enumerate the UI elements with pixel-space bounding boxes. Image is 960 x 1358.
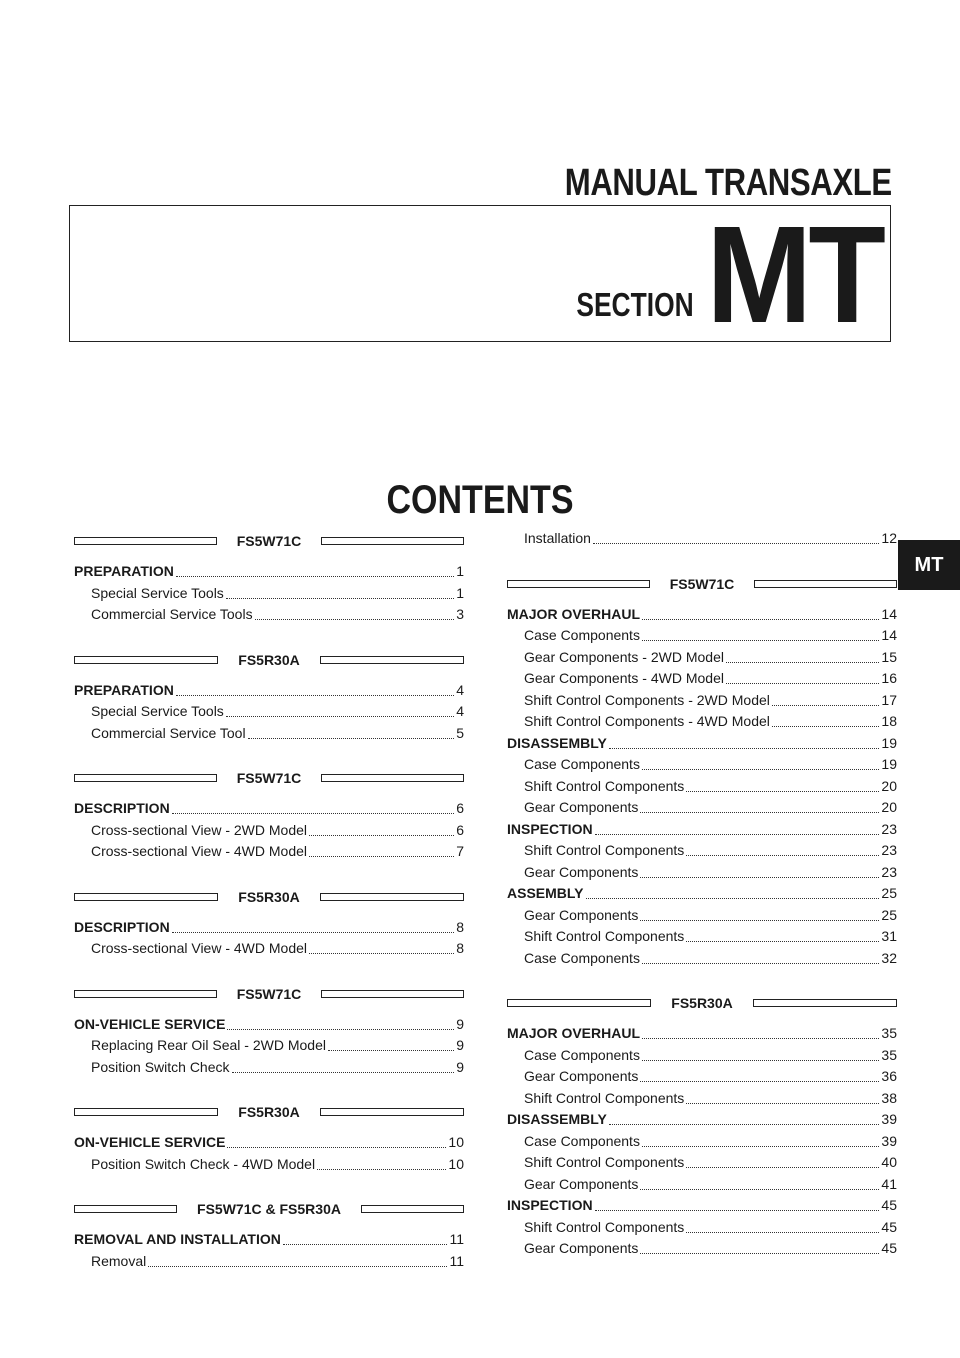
dot-leader bbox=[686, 1167, 879, 1168]
entry-page-number: 11 bbox=[449, 1231, 464, 1247]
entry-page-number: 32 bbox=[881, 949, 897, 966]
toc-entry[interactable] bbox=[507, 530, 897, 552]
entry-title: Shift Control Components bbox=[524, 1089, 685, 1106]
header-rule bbox=[74, 893, 218, 901]
entry-page-number: 35 bbox=[881, 1046, 897, 1063]
entry-page-number: 38 bbox=[881, 1089, 897, 1106]
dot-leader bbox=[176, 695, 454, 696]
header-rule bbox=[320, 893, 464, 901]
toc-entry[interactable] bbox=[507, 627, 897, 649]
dot-leader bbox=[593, 543, 879, 544]
entry-title: Gear Components bbox=[524, 799, 639, 815]
entry-title: Case Components bbox=[524, 949, 640, 966]
header-rule bbox=[507, 999, 651, 1007]
section-code: MT bbox=[706, 198, 882, 352]
entry-page-number: 10 bbox=[448, 1134, 464, 1150]
dot-leader bbox=[642, 1146, 879, 1147]
dot-leader bbox=[642, 963, 879, 964]
dot-leader bbox=[686, 855, 879, 856]
entry-title: ASSEMBLY bbox=[507, 885, 584, 901]
dot-leader bbox=[232, 1072, 455, 1073]
entry-title: Cross-sectional View - 2WD Model bbox=[91, 821, 308, 838]
entry-page-number: 8 bbox=[456, 940, 464, 956]
dot-leader bbox=[309, 835, 454, 836]
entry-page-number: 18 bbox=[881, 713, 897, 729]
entry-page-number: 45 bbox=[881, 1218, 897, 1235]
dot-leader bbox=[686, 791, 879, 792]
entry-page-number: 23 bbox=[881, 863, 897, 880]
toc-entry[interactable] bbox=[507, 1047, 897, 1069]
entry-page-number: 31 bbox=[881, 928, 897, 944]
dot-leader bbox=[176, 576, 454, 577]
entry-title: DESCRIPTION bbox=[74, 800, 170, 816]
group-header bbox=[74, 886, 464, 908]
toc-entry[interactable] bbox=[507, 1154, 897, 1176]
toc-entry[interactable] bbox=[507, 842, 897, 864]
toc-entry[interactable] bbox=[74, 606, 464, 628]
entry-title: Special Service Tools bbox=[91, 703, 224, 719]
entry-title: ON-VEHICLE SERVICE bbox=[74, 1134, 226, 1150]
group-header-label: FS5R30A bbox=[238, 651, 300, 668]
header-rule bbox=[74, 990, 217, 998]
header-rule bbox=[74, 537, 217, 545]
group-header-label: FS5R30A bbox=[671, 995, 733, 1011]
entry-page-number: 25 bbox=[881, 906, 897, 923]
entry-title: Commercial Service Tools bbox=[91, 606, 253, 622]
entry-title: PREPARATION bbox=[74, 563, 174, 579]
dot-leader bbox=[172, 932, 455, 933]
entry-page-number: 9 bbox=[456, 1037, 464, 1053]
entry-title: Removal bbox=[91, 1252, 147, 1269]
entry-title: Gear Components bbox=[524, 1068, 639, 1084]
header-rule bbox=[754, 580, 897, 588]
dot-leader bbox=[642, 1038, 879, 1039]
entry-page-number: 8 bbox=[456, 918, 464, 935]
entry-page-number: 19 bbox=[881, 756, 897, 772]
toc-chapter-entry[interactable] bbox=[74, 1134, 464, 1156]
entry-title: Case Components bbox=[524, 1046, 640, 1063]
entry-page-number: 6 bbox=[456, 800, 464, 816]
toc-entry[interactable] bbox=[74, 1156, 464, 1178]
dot-leader bbox=[642, 1060, 879, 1061]
entry-page-number: 20 bbox=[881, 777, 897, 794]
entry-page-number: 39 bbox=[881, 1132, 897, 1149]
toc-entry[interactable] bbox=[507, 950, 897, 972]
entry-title: Shift Control Components bbox=[524, 1218, 685, 1235]
entry-title: Gear Components bbox=[524, 1240, 639, 1256]
dot-leader bbox=[640, 877, 879, 878]
dot-leader bbox=[726, 683, 879, 684]
entry-page-number: 9 bbox=[456, 1015, 464, 1032]
toc-entry[interactable] bbox=[507, 756, 897, 778]
entry-page-number: 9 bbox=[456, 1058, 464, 1075]
dot-leader bbox=[642, 769, 879, 770]
entry-title: DISASSEMBLY bbox=[507, 734, 607, 751]
toc-entry[interactable] bbox=[507, 799, 897, 821]
toc-chapter-entry[interactable] bbox=[74, 1016, 464, 1038]
toc-entry[interactable] bbox=[507, 907, 897, 929]
entry-page-number: 23 bbox=[881, 842, 897, 858]
dot-leader bbox=[640, 1189, 879, 1190]
entry-title: Cross-sectional View - 4WD Model bbox=[91, 940, 308, 956]
dot-leader bbox=[227, 1147, 446, 1148]
toc-chapter-entry[interactable] bbox=[507, 735, 897, 757]
entry-title: Gear Components - 2WD Model bbox=[524, 648, 724, 665]
toc-left-column bbox=[74, 530, 464, 1274]
dot-leader bbox=[309, 856, 454, 857]
dot-leader bbox=[595, 834, 880, 835]
toc-chapter-entry[interactable] bbox=[507, 1197, 897, 1219]
toc-entry[interactable] bbox=[74, 725, 464, 747]
dot-leader bbox=[283, 1244, 448, 1245]
entry-title: INSPECTION bbox=[507, 1197, 593, 1213]
entry-title: Gear Components - 4WD Model bbox=[524, 670, 724, 686]
entry-title: Case Components bbox=[524, 627, 640, 643]
header-rule bbox=[753, 999, 897, 1007]
dot-leader bbox=[640, 920, 879, 921]
group-header-label: FS5W71C bbox=[236, 770, 302, 786]
entry-title: ON-VEHICLE SERVICE bbox=[74, 1015, 226, 1032]
toc-entry[interactable] bbox=[507, 1176, 897, 1198]
entry-page-number: 19 bbox=[881, 734, 897, 751]
toc-entry[interactable] bbox=[507, 1068, 897, 1090]
entry-page-number: 4 bbox=[456, 681, 464, 698]
dot-leader bbox=[595, 1210, 880, 1211]
dot-leader bbox=[640, 1081, 879, 1082]
dot-leader bbox=[172, 813, 455, 814]
section-side-tab[interactable]: MT bbox=[898, 540, 960, 590]
group-header-label: FS5W71C bbox=[236, 533, 302, 549]
header-rule bbox=[320, 656, 464, 664]
entry-title: Replacing Rear Oil Seal - 2WD Model bbox=[91, 1037, 326, 1053]
header-rule bbox=[507, 580, 650, 588]
dot-leader bbox=[227, 1029, 454, 1030]
toc-chapter-entry[interactable] bbox=[507, 821, 897, 843]
dot-leader bbox=[640, 812, 879, 813]
header-rule bbox=[320, 1108, 464, 1116]
dot-leader bbox=[642, 640, 879, 641]
header-rule bbox=[361, 1205, 464, 1213]
toc-entry[interactable] bbox=[74, 1253, 464, 1275]
toc-chapter-entry[interactable] bbox=[74, 800, 464, 822]
toc-entry[interactable] bbox=[507, 692, 897, 714]
entry-title: Shift Control Components bbox=[524, 928, 685, 944]
entry-title: Installation bbox=[524, 530, 591, 546]
entry-page-number: 39 bbox=[881, 1111, 897, 1127]
toc-entry[interactable] bbox=[74, 940, 464, 962]
entry-page-number: 4 bbox=[456, 703, 464, 719]
toc-entry[interactable] bbox=[507, 649, 897, 671]
toc-entry[interactable] bbox=[74, 822, 464, 844]
group-header-label: FS5W71C bbox=[236, 985, 302, 1002]
dot-leader bbox=[686, 941, 879, 942]
dot-leader bbox=[255, 619, 455, 620]
entry-page-number: 1 bbox=[456, 584, 464, 601]
group-header bbox=[74, 530, 464, 552]
toc-entry[interactable] bbox=[507, 1240, 897, 1262]
entry-title: INSPECTION bbox=[507, 820, 593, 837]
entry-title: DISASSEMBLY bbox=[507, 1111, 607, 1127]
dot-leader bbox=[772, 705, 880, 706]
document-title: MANUAL TRANSAXLE bbox=[565, 162, 892, 204]
toc-chapter-entry[interactable] bbox=[74, 919, 464, 941]
entry-title: Position Switch Check bbox=[91, 1058, 230, 1075]
entry-title: DESCRIPTION bbox=[74, 918, 170, 935]
entry-title: Cross-sectional View - 4WD Model bbox=[91, 843, 308, 859]
toc-entry[interactable] bbox=[507, 928, 897, 950]
dot-leader bbox=[726, 662, 879, 663]
group-header bbox=[74, 1198, 464, 1220]
dot-leader bbox=[686, 1232, 879, 1233]
toc-entry[interactable] bbox=[74, 703, 464, 725]
entry-page-number: 41 bbox=[881, 1175, 897, 1192]
toc-entry[interactable] bbox=[74, 1059, 464, 1081]
header-rule bbox=[74, 656, 218, 664]
group-header-label: FS5W71C bbox=[669, 575, 735, 592]
dot-leader bbox=[248, 738, 455, 739]
header-rule bbox=[321, 774, 464, 782]
toc-chapter-entry[interactable] bbox=[74, 1231, 464, 1253]
header-rule bbox=[74, 1205, 177, 1213]
toc-entry[interactable] bbox=[74, 1037, 464, 1059]
entry-page-number: 12 bbox=[881, 530, 897, 546]
toc-chapter-entry[interactable] bbox=[507, 885, 897, 907]
entry-page-number: 3 bbox=[456, 606, 464, 622]
header-rule bbox=[321, 990, 464, 998]
entry-page-number: 23 bbox=[881, 820, 897, 837]
group-header bbox=[507, 573, 897, 595]
entry-title: MAJOR OVERHAUL bbox=[507, 1025, 641, 1041]
entry-page-number: 25 bbox=[881, 885, 897, 901]
entry-page-number: 1 bbox=[456, 563, 464, 579]
section-word: SECTION bbox=[576, 286, 694, 323]
entry-title: Special Service Tools bbox=[91, 584, 224, 601]
entry-title: Case Components bbox=[524, 1132, 640, 1149]
entry-title: Shift Control Components bbox=[524, 842, 685, 858]
group-header-label: FS5R30A bbox=[238, 888, 300, 905]
toc-entry[interactable] bbox=[507, 670, 897, 692]
toc-entry[interactable] bbox=[507, 713, 897, 735]
entry-title: PREPARATION bbox=[74, 681, 174, 698]
toc-entry[interactable] bbox=[507, 864, 897, 886]
entry-page-number: 35 bbox=[881, 1025, 897, 1041]
entry-page-number: 14 bbox=[881, 627, 897, 643]
toc-entry[interactable] bbox=[74, 585, 464, 607]
entry-title: Shift Control Components bbox=[524, 777, 685, 794]
dot-leader bbox=[226, 716, 454, 717]
toc-chapter-entry[interactable] bbox=[74, 682, 464, 704]
entry-page-number: 11 bbox=[449, 1252, 464, 1269]
toc-chapter-entry[interactable] bbox=[507, 1025, 897, 1047]
header-rule bbox=[74, 774, 217, 782]
entry-title: Gear Components bbox=[524, 1175, 639, 1192]
entry-page-number: 17 bbox=[881, 691, 897, 708]
dot-leader bbox=[309, 953, 454, 954]
dot-leader bbox=[609, 748, 880, 749]
dot-leader bbox=[226, 598, 454, 599]
group-header bbox=[74, 767, 464, 789]
dot-leader bbox=[686, 1103, 879, 1104]
dot-leader bbox=[772, 726, 880, 727]
dot-leader bbox=[586, 898, 880, 899]
dot-leader bbox=[328, 1050, 454, 1051]
dot-leader bbox=[642, 619, 879, 620]
entry-page-number: 6 bbox=[456, 821, 464, 838]
entry-page-number: 10 bbox=[448, 1155, 464, 1172]
entry-page-number: 15 bbox=[881, 648, 897, 665]
entry-title: Gear Components bbox=[524, 863, 639, 880]
group-header bbox=[74, 1101, 464, 1123]
header-rule bbox=[74, 1108, 218, 1116]
group-header-label: FS5R30A bbox=[238, 1104, 300, 1120]
group-header bbox=[74, 649, 464, 671]
toc-entry[interactable] bbox=[507, 778, 897, 800]
toc-chapter-entry[interactable] bbox=[507, 1111, 897, 1133]
dot-leader bbox=[640, 1253, 879, 1254]
toc-right-column bbox=[507, 530, 897, 1262]
entry-title: Shift Control Components - 4WD Model bbox=[524, 713, 770, 729]
entry-title: MAJOR OVERHAUL bbox=[507, 605, 641, 622]
entry-page-number: 20 bbox=[881, 799, 897, 815]
group-header-label: FS5W71C & FS5R30A bbox=[197, 1201, 341, 1217]
contents-heading: CONTENTS bbox=[386, 478, 574, 522]
toc-entry[interactable] bbox=[507, 1090, 897, 1112]
toc-chapter-entry[interactable] bbox=[507, 606, 897, 628]
dot-leader bbox=[609, 1124, 880, 1125]
toc-entry[interactable] bbox=[507, 1219, 897, 1241]
entry-page-number: 36 bbox=[881, 1068, 897, 1084]
entry-title: Shift Control Components bbox=[524, 1154, 685, 1170]
entry-title: Position Switch Check - 4WD Model bbox=[91, 1155, 316, 1172]
entry-page-number: 14 bbox=[881, 605, 897, 622]
group-header bbox=[507, 992, 897, 1014]
entry-title: Commercial Service Tool bbox=[91, 724, 246, 741]
header-rule bbox=[321, 537, 464, 545]
entry-page-number: 5 bbox=[456, 724, 464, 741]
entry-page-number: 40 bbox=[881, 1154, 897, 1170]
section-banner bbox=[69, 198, 891, 352]
entry-page-number: 45 bbox=[881, 1240, 897, 1256]
group-header bbox=[74, 983, 464, 1005]
entry-page-number: 45 bbox=[881, 1197, 897, 1213]
entry-page-number: 16 bbox=[881, 670, 897, 686]
entry-page-number: 7 bbox=[456, 843, 464, 859]
toc-chapter-entry[interactable] bbox=[74, 563, 464, 585]
entry-title: Case Components bbox=[524, 756, 640, 772]
entry-title: Gear Components bbox=[524, 906, 639, 923]
toc-entry[interactable] bbox=[507, 1133, 897, 1155]
entry-title: Shift Control Components - 2WD Model bbox=[524, 691, 770, 708]
dot-leader bbox=[317, 1169, 446, 1170]
dot-leader bbox=[148, 1266, 447, 1267]
entry-title: REMOVAL AND INSTALLATION bbox=[74, 1231, 281, 1247]
toc-entry[interactable] bbox=[74, 843, 464, 865]
